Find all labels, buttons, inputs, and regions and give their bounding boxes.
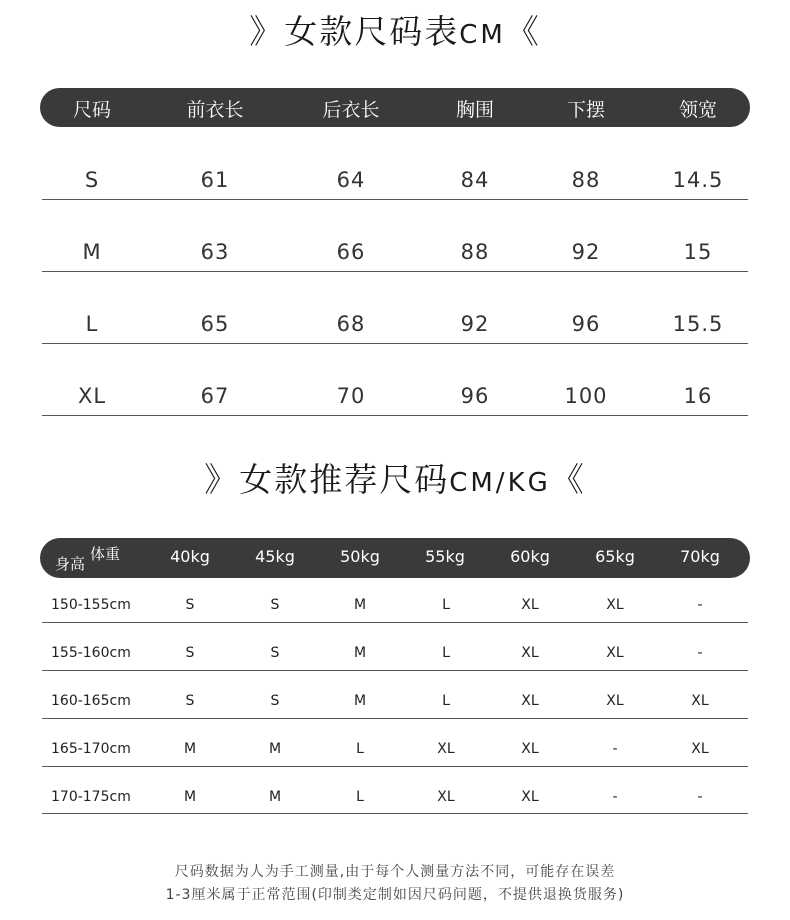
size-cell: L: [356, 741, 364, 757]
size-chart-title-text: 》女款尺码表: [249, 12, 460, 51]
size-cell: L: [442, 645, 450, 661]
size-cell: S: [270, 645, 280, 661]
value-cell: 88: [460, 240, 490, 264]
table-row: [0, 645, 790, 661]
value-cell: 100: [564, 384, 608, 408]
corner-height-label: 身高: [55, 555, 86, 573]
size-cell: S: [185, 645, 195, 661]
corner-weight-label: 体重: [90, 545, 121, 563]
value-cell: 15: [683, 240, 713, 264]
value-cell: 61: [200, 168, 230, 192]
size-cell: L: [85, 312, 99, 336]
size-chart-title: [0, 6, 790, 53]
header-front-length: 前衣长: [186, 99, 244, 121]
value-cell: 92: [460, 312, 490, 336]
size-cell: XL: [606, 645, 624, 661]
value-cell: 64: [336, 168, 366, 192]
recommend-title-text: 》女款推荐尺码: [204, 460, 450, 499]
row-divider: [42, 766, 748, 767]
size-cell: M: [183, 789, 197, 805]
recommend-title: [0, 454, 790, 501]
header-chest: 胸围: [455, 99, 495, 121]
weight-header: 65kg: [595, 547, 635, 566]
header-hem: 下摆: [566, 99, 606, 121]
table-row: [0, 693, 790, 709]
size-cell: XL: [606, 693, 624, 709]
size-cell: S: [270, 693, 280, 709]
size-cell: M: [268, 741, 282, 757]
size-chart-title-unit: CM: [459, 20, 506, 50]
row-divider: [42, 670, 748, 671]
measurement-note-line2: 1-3厘米属于正常范围(印制类定制如因尺码问题，不提供退换货服务): [165, 887, 625, 903]
size-cell: XL: [691, 693, 709, 709]
recommend-header: [40, 538, 750, 578]
value-cell: 96: [460, 384, 490, 408]
table-row: [0, 789, 790, 805]
table-row: [0, 741, 790, 757]
row-divider: [42, 813, 748, 814]
size-cell: M: [268, 789, 282, 805]
size-cell: S: [185, 693, 195, 709]
size-cell: M: [82, 240, 102, 264]
value-cell: 15.5: [672, 312, 724, 336]
value-cell: 66: [336, 240, 366, 264]
weight-header: 55kg: [425, 547, 465, 566]
height-cell: 160-165cm: [51, 693, 131, 709]
size-cell: XL: [521, 789, 539, 805]
value-cell: 92: [571, 240, 601, 264]
size-cell: M: [353, 597, 367, 613]
height-cell: 150-155cm: [51, 597, 131, 613]
size-cell: -: [612, 741, 618, 757]
weight-header: 45kg: [255, 547, 295, 566]
weight-header: 40kg: [170, 547, 210, 566]
size-cell: XL: [521, 741, 539, 757]
row-divider: [42, 718, 748, 719]
size-chart-header: [40, 88, 750, 127]
header-neck-width: 领宽: [678, 99, 718, 121]
value-cell: 14.5: [672, 168, 724, 192]
header-back-length: 后衣长: [322, 99, 380, 121]
size-cell: L: [442, 597, 450, 613]
size-cell: M: [353, 693, 367, 709]
size-cell: L: [442, 693, 450, 709]
height-cell: 170-175cm: [51, 789, 131, 805]
height-cell: 155-160cm: [51, 645, 131, 661]
recommend-title-suffix: 《: [550, 460, 586, 499]
size-cell: XL: [521, 645, 539, 661]
row-divider: [42, 343, 748, 344]
value-cell: 88: [571, 168, 601, 192]
size-cell: -: [697, 645, 703, 661]
weight-header: 50kg: [340, 547, 380, 566]
size-cell: -: [697, 789, 703, 805]
measurement-note-line1: 尺码数据为人为手工测量,由于每个人测量方法不同，可能存在误差: [174, 864, 616, 880]
size-cell: XL: [691, 741, 709, 757]
value-cell: 63: [200, 240, 230, 264]
row-divider: [42, 622, 748, 623]
value-cell: 96: [571, 312, 601, 336]
size-cell: -: [612, 789, 618, 805]
size-cell: S: [84, 168, 100, 192]
size-cell: XL: [521, 597, 539, 613]
size-cell: L: [356, 789, 364, 805]
size-cell: XL: [437, 741, 455, 757]
size-cell: XL: [77, 384, 107, 408]
value-cell: 68: [336, 312, 366, 336]
size-cell: XL: [521, 693, 539, 709]
size-cell: XL: [437, 789, 455, 805]
size-cell: M: [183, 741, 197, 757]
height-cell: 165-170cm: [51, 741, 131, 757]
value-cell: 70: [336, 384, 366, 408]
row-divider: [42, 415, 748, 416]
value-cell: 65: [200, 312, 230, 336]
value-cell: 67: [200, 384, 230, 408]
table-row: [0, 597, 790, 613]
row-divider: [42, 199, 748, 200]
size-cell: S: [185, 597, 195, 613]
table-row: [0, 312, 790, 336]
size-cell: XL: [606, 597, 624, 613]
recommend-title-unit: CM/KG: [449, 468, 551, 498]
size-cell: -: [697, 597, 703, 613]
value-cell: 16: [683, 384, 713, 408]
value-cell: 84: [460, 168, 490, 192]
weight-header: 70kg: [680, 547, 720, 566]
size-cell: S: [270, 597, 280, 613]
header-size: 尺码: [72, 99, 112, 121]
weight-header: 60kg: [510, 547, 550, 566]
table-row: [0, 384, 790, 408]
size-cell: M: [353, 645, 367, 661]
size-chart-title-suffix: 《: [505, 12, 541, 51]
table-row: [0, 240, 790, 264]
table-row: [0, 168, 790, 192]
row-divider: [42, 271, 748, 272]
